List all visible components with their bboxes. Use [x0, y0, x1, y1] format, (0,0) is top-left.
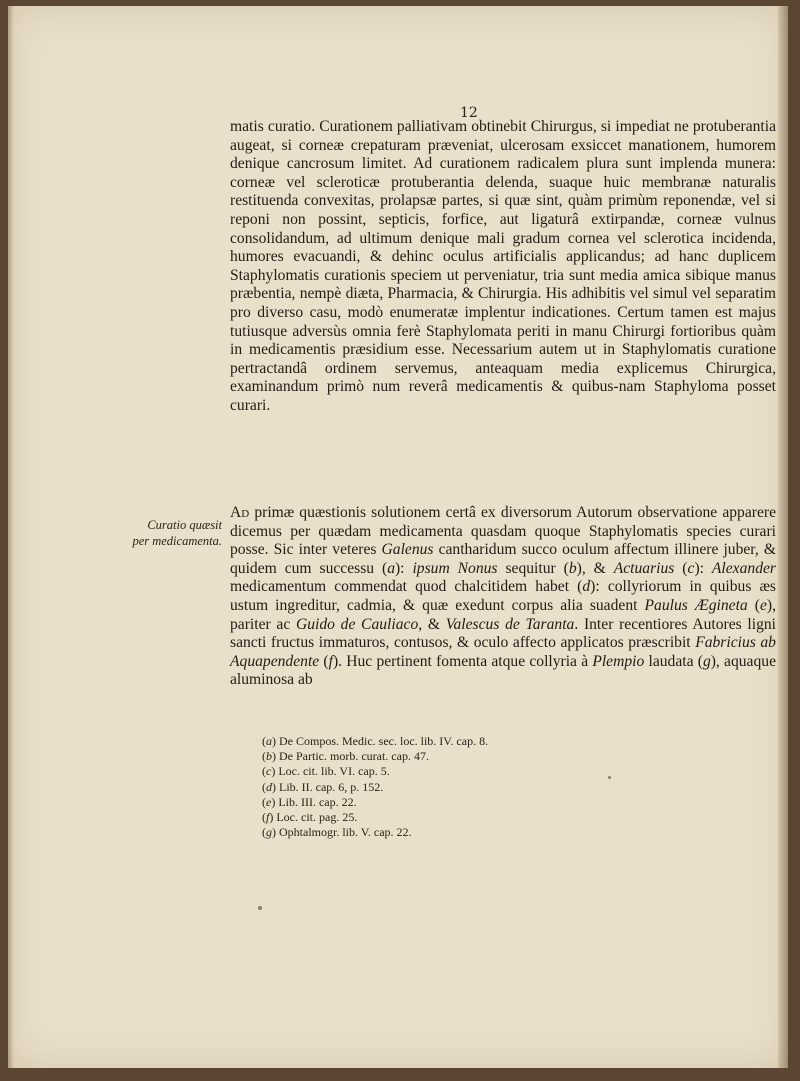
footnote-mark: f: [266, 810, 270, 825]
italic-run: d: [582, 578, 591, 596]
text-run: sequitur (: [497, 559, 569, 577]
page-gutter-shadow: [8, 6, 14, 1068]
footnote: (e) Lib. III. cap. 22.: [262, 794, 357, 809]
italic-run: Paulus Ægineta: [644, 596, 748, 614]
italic-run: Plempio: [592, 652, 645, 670]
italic-run: Fabricius ab Aquapendente: [230, 634, 776, 670]
italic-run: a: [387, 559, 395, 577]
margin-note-line-2: per medicamenta.: [132, 534, 222, 548]
footnote: (d) Lib. II. cap. 6, p. 152.: [262, 779, 384, 794]
footnote-text: Loc. cit. pag. 25.: [276, 810, 358, 825]
text-run: ): collyriorum in quibus æs ustum ingreditur, cadmia, & quæ exedunt corpus alia suadent: [230, 578, 776, 614]
italic-run: b: [568, 559, 577, 577]
text-run: ), aquaque aluminosa ab: [230, 652, 776, 689]
body-paragraph-2-text: [230, 504, 776, 690]
text-run: , &: [418, 615, 446, 633]
footnote-text: Ophtalmogr. lib. V. cap. 22.: [279, 825, 412, 840]
footnote: (f) Loc. cit. pag. 25.: [262, 810, 358, 825]
italic-run: c: [687, 559, 695, 577]
italic-run: Galenus: [381, 541, 434, 559]
italic-run: Alexander: [711, 559, 776, 577]
text-run: (: [319, 652, 329, 670]
text-run: ). Huc pertinent fomenta atque collyria à: [332, 652, 593, 670]
italic-run: Actuarius: [613, 559, 675, 577]
footnote: (a) De Compos. Medic. sec. loc. lib. IV. cap. 8.: [262, 734, 489, 748]
body-paragraph-2: [230, 504, 776, 690]
text-run: ), pariter ac: [230, 596, 776, 633]
body-paragraph-1: [230, 118, 776, 416]
text-run: ):: [394, 559, 413, 577]
body-paragraph-1-text: matis curatio. Curationem palliativam obtinebit Chirurgus, si impediat ne protuberantia augeat, si corneæ crepaturam præveniat, ulcerosam exsiccet manationem, humorem denique cancrosum limitet. Ad curationem radicalem plura sunt implenda munera: corneæ vel scleroticæ protuberantia delenda, suaque huic membranæ naturalis restituenda convexitas, prolapsæ partes, si quæ sint, quàm primùm reponendæ, vel si reponi non possint, septicis, forfice, aut ligaturâ extirpandæ, corneæ vulnus consolidandum, ad ultimum denique mali gradum cornea vel sclerotica incidenda, humores evacuandi, & dehinc oculus artificialis applicandus; ad hanc duplicem Staphylomatis curationis speciem ut perveniatur, tria sunt media amica sibique manus præbentia, nempè diæta, Pharmacia, & Chirurgia. His adhibitis vel simul vel separatim pro diverso casu, modò enumeratæ implentur indicationes. Certum tamen est majus tutiusque adversùs omnia ferè Staphylomata periti in manu Chirurgi fortioribus quàm in medicamentis præsidium esse. Necessarium autem ut in Staphylomatis curatione pertractandâ ordinem servemus, anteaquam media explicemus Chirurgica, examinandum primò num reverâ medicamentis & quibus-nam Staphyloma posset curari.: [230, 118, 776, 414]
italic-run: Valescus de Taranta: [445, 615, 575, 633]
drop-initial: Ad: [230, 504, 250, 521]
footnote-mark: a: [266, 734, 272, 748]
footnote-mark: e: [266, 794, 272, 809]
text-run: ):: [694, 559, 712, 577]
footnote: (g) Ophtalmogr. lib. V. cap. 22.: [262, 825, 412, 840]
margin-note-line-1: Curatio quæsit: [147, 518, 222, 532]
text-run: primæ quæstionis solutionem certâ ex diversorum Autorum observatione apparere dicemus per quædam medicamenta quasdam quoque Staphylomatis species curari posse. Sic inter veteres: [230, 504, 776, 559]
footnote-text: Lib. II. cap. 6, p. 152.: [279, 779, 384, 794]
italic-run: g: [702, 652, 711, 670]
book-page: [8, 6, 788, 1068]
footnote-mark: b: [266, 749, 272, 764]
italic-run: f: [328, 652, 333, 670]
ink-spot: [608, 776, 611, 779]
footnote-text: De Partic. morb. curat. cap. 47.: [279, 749, 429, 764]
italic-run: ipsum Nonus: [412, 559, 498, 577]
text-run: cantharidum succo oculum affectum illinere juber, & quidem cum successu (: [230, 541, 776, 577]
footnote: (b) De Partic. morb. curat. cap. 47.: [262, 749, 429, 764]
text-run: (: [674, 559, 688, 577]
footnote-mark: g: [266, 825, 272, 840]
footnotes: [262, 734, 682, 840]
text-run: ), &: [576, 559, 614, 577]
margin-note: [130, 517, 222, 549]
italic-run: Guido de Cauliaco: [295, 615, 419, 633]
footnote-mark: d: [266, 779, 272, 794]
footnote-text: Loc. cit. lib. VI. cap. 5.: [278, 764, 390, 779]
italic-run: e: [759, 596, 767, 614]
footnote-text: De Compos. Medic. sec. loc. lib. IV. cap. 8.: [279, 734, 489, 748]
page-number: 12: [460, 105, 478, 121]
text-run: laudata (: [644, 652, 703, 670]
ink-spot: [258, 906, 262, 910]
footnote-mark: c: [266, 764, 272, 779]
page-edge-shadow: [778, 6, 788, 1068]
footnote-text: Lib. III. cap. 22.: [278, 794, 357, 809]
text-run: medicamentum commendat quod chalcitidem habet (: [230, 578, 583, 596]
footnote: (c) Loc. cit. lib. VI. cap. 5.: [262, 764, 390, 779]
text-run: . Inter recentiores Autores ligni sancti fructus immaturos, contusos, & oculo affecto applicatos præscribit: [230, 615, 776, 652]
text-run: (: [747, 596, 760, 614]
